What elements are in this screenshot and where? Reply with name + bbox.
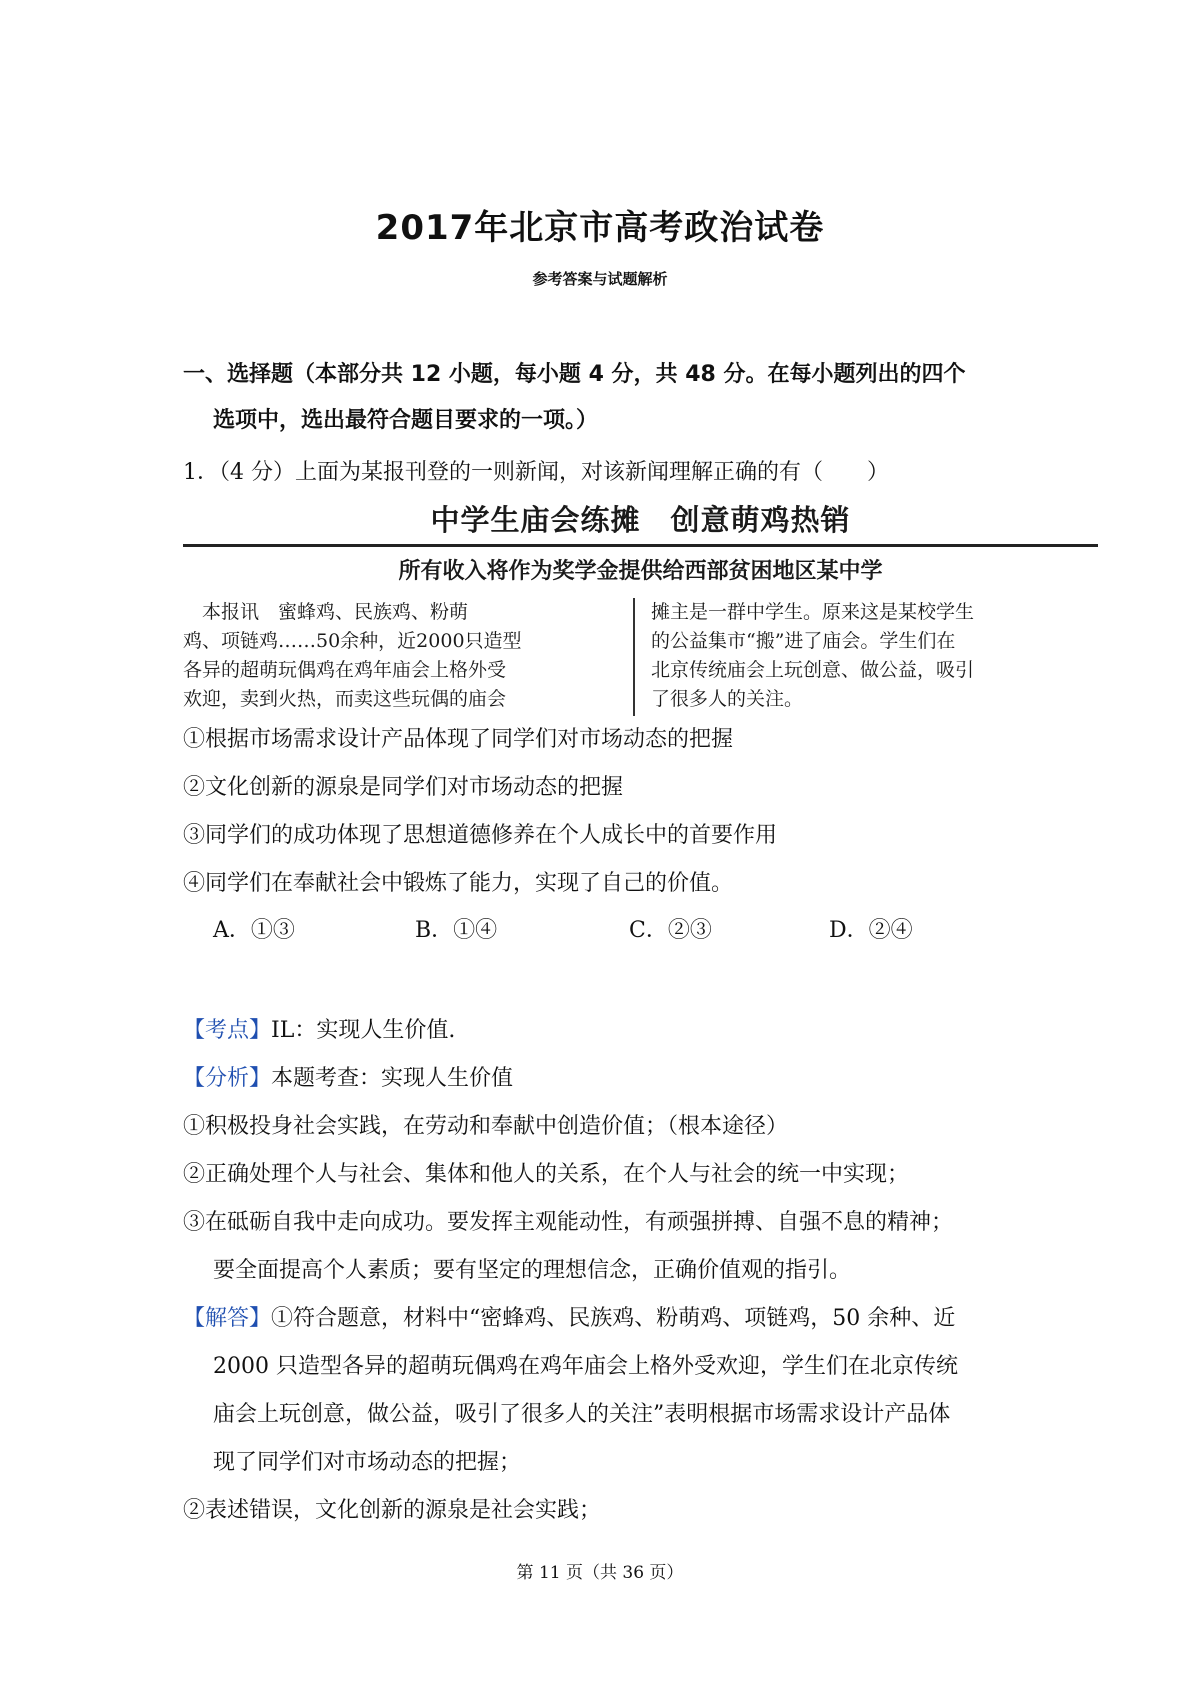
statement-2: ②文化创新的源泉是同学们对市场动态的把握 [183,775,624,800]
fenxi-tag: 【分析】 [183,1066,272,1091]
jieda-line-1 [183,1301,955,1332]
answer-options [213,913,963,943]
news-left-line: 欢迎，卖到火热，而卖这些玩偶的庙会 [183,688,507,710]
option-c: C．②③ [629,918,712,943]
section-heading-line-2: 选项中，选出最符合题目要求的一项。） [213,408,599,433]
news-left-line: 鸡、项链鸡……50余种，近2000只造型 [183,630,522,652]
jieda-line-2: 2000 只造型各异的超萌玩偶鸡在鸡年庙会上格外受欢迎，学生们在北京传统 [213,1354,958,1379]
statement-3: ③同学们的成功体现了思想道德修养在个人成长中的首要作用 [183,823,778,848]
news-column-divider [633,598,635,716]
news-right-line: 了很多人的关注。 [651,688,804,710]
page-footer: 第 11 页（共 36 页） [516,1563,684,1583]
news-headline: 中学生庙会练摊 创意萌鸡热销 [430,503,851,537]
news-subheadline: 所有收入将作为奖学金提供给西部贫困地区某中学 [398,559,883,584]
analysis-point-1: ①积极投身社会实践，在劳动和奉献中创造价值；（根本途径） [183,1114,789,1139]
jieda-line-4: 现了同学们对市场动态的把握； [213,1450,522,1475]
news-left-line: 各异的超萌玩偶鸡在鸡年庙会上格外受 [183,659,507,681]
kaodian-line [183,1013,455,1044]
option-b: B．①④ [415,918,498,943]
page-title: 2017年北京市高考政治试卷 [375,208,825,248]
jieda-line-5: ②表述错误，文化创新的源泉是社会实践； [183,1498,602,1523]
statement-1: ①根据市场需求设计产品体现了同学们对市场动态的把握 [183,727,734,752]
question-stem: 1．（4 分）上面为某报刊登的一则新闻，对该新闻理解正确的有（ ） [183,460,889,485]
kaodian-tag: 【考点】 [183,1018,272,1043]
page-subtitle: 参考答案与试题解析 [532,270,668,288]
statement-4: ④同学们在奉献社会中锻炼了能力，实现了自己的价值。 [183,871,734,896]
option-d: D．②④ [829,918,913,943]
jieda-line-3: 庙会上玩创意，做公益，吸引了很多人的关注”表明根据市场需求设计产品体 [213,1402,951,1427]
analysis-point-3-cont: 要全面提高个人素质；要有坚定的理想信念，正确价值观的指引。 [213,1258,852,1283]
news-left-line: 本报讯 蜜蜂鸡、民族鸡、粉萌 [183,601,469,623]
fenxi-line [183,1061,513,1092]
news-clipping-image [183,490,1098,710]
news-right-line: 摊主是一群中学生。原来这是某校学生 [651,601,975,623]
news-column-left [183,598,603,714]
news-column-right [651,598,1098,714]
analysis-point-2: ②正确处理个人与社会、集体和他人的关系，在个人与社会的统一中实现； [183,1162,910,1187]
option-a: A．①③ [213,918,295,943]
news-right-line: 的公益集市“搬”进了庙会。学生们在 [651,630,956,652]
kaodian-text: IL：实现人生价值. [271,1018,456,1043]
jieda-text: ①符合题意，材料中“密蜂鸡、民族鸡、粉萌鸡、项链鸡，50 余种、近 [271,1306,956,1331]
news-right-line: 北京传统庙会上玩创意、做公益，吸引 [651,659,975,681]
jieda-tag: 【解答】 [183,1306,272,1331]
fenxi-text: 本题考查：实现人生价值 [271,1066,514,1091]
analysis-point-3: ③在砥砺自我中走向成功。要发挥主观能动性，有顽强拼搏、自强不息的精神； [183,1210,954,1235]
section-heading-line-1: 一、选择题（本部分共 12 小题，每小题 4 分，共 48 分。在每小题列出的四个 [183,362,966,387]
news-rule [183,544,1098,547]
